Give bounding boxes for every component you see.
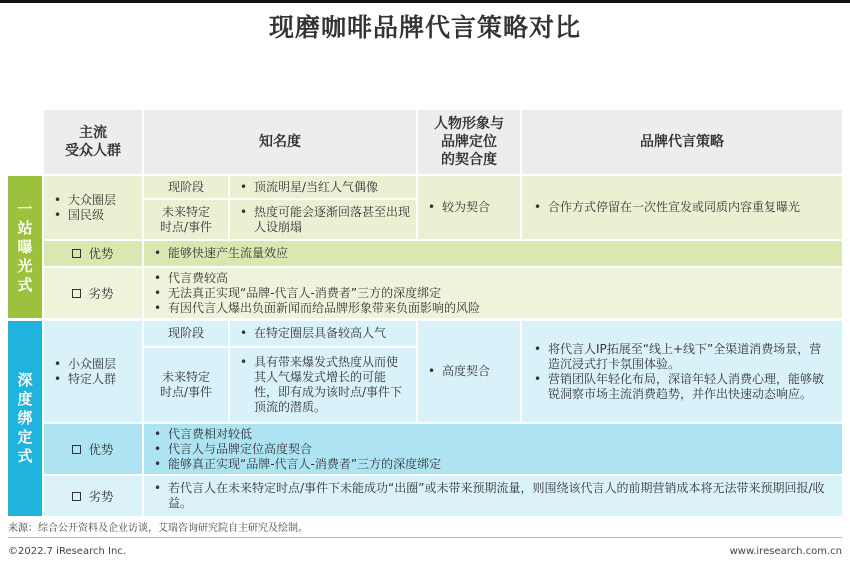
source-note: 来源：综合公开资料及企业访谈，艾瑞咨询研究院自主研究及绘制。 xyxy=(8,523,308,534)
section1-stage-future-label xyxy=(144,200,228,239)
section2-stage-now-label-text: 现阶段 xyxy=(167,326,204,340)
section2-disadvantage-label-text: 劣势 xyxy=(88,488,114,504)
section2-side-label xyxy=(8,321,42,516)
section2-audience-item: 小众圈层 xyxy=(68,356,117,371)
section1-advantage-item: 能够快速产生流量效应 xyxy=(168,246,289,260)
section1-advantages: • 能够快速产生流量效应 xyxy=(144,241,842,266)
section2-strategy-item: 营销团队年轻化布局，深谙年轻人消费心理，能够敏锐洞察市场主流消费趋势，并作出快速动态响应。 xyxy=(548,371,825,401)
section2-audience-item: 特定人群 xyxy=(68,371,117,386)
section2-stage-future-value-text: 具有带来爆发式热度从而使其人气爆发式增长的可能性，即有成为该时点/事件下顶流的潜质。 xyxy=(254,355,403,414)
section2-advantage-item: 代言人与品牌定位高度契合 xyxy=(168,441,313,456)
section2-strategy-item: 将代言人IP拓展至“线上+线下”全渠道消费场景，营造沉浸式打卡氛围体验。 xyxy=(548,341,822,371)
section2-advantages: • 代言费相对较低 • 代言人与品牌定位高度契合 • 能够真正实现“品牌-代言人-消费者”三方的深度绑定 xyxy=(144,424,842,474)
section1-disadvantage-label-text: 劣势 xyxy=(88,285,114,301)
section2-advantage-item: 代言费相对较低 xyxy=(168,426,253,441)
section2-disadvantages: • 若代言人在未来特定时点/事件下未能成功“出圈”或未带来预期流量，则围绕该代言人的前期营销成本将无法带来预期回报/收益。 xyxy=(144,476,842,516)
header-fit-text: 人物形象与 品牌定位 的契合度 xyxy=(434,116,504,168)
header-fame-text: 知名度 xyxy=(259,134,301,150)
section1-advantage-label-text: 优势 xyxy=(88,246,114,261)
section2-stage-future-value: • 具有带来爆发式热度从而使其人气爆发式增长的可能性，即有成为该时点/事件下顶流的潜质。 xyxy=(230,348,416,422)
section1-strategy-item: 合作方式停留在一次性宣发或同质内容重复曝光 xyxy=(548,200,801,214)
bottom-rule xyxy=(8,537,842,538)
section1-audience-item: 大众圈层 xyxy=(68,192,117,207)
section1-stage-future-label-text: 未来特定 时点/事件 xyxy=(159,204,213,234)
section2-advantage-label xyxy=(44,424,142,474)
section1-disadvantage-item: 无法真正实现“品牌-代言人-消费者”三方的深度绑定 xyxy=(168,285,442,300)
section2-stage-future-label xyxy=(144,348,228,422)
section1-stage-now-label xyxy=(144,176,228,198)
section1-side-text: 一 站 曝 光 式 xyxy=(17,199,33,294)
section1-disadvantages: • 代言费较高 • 无法真正实现“品牌-代言人-消费者”三方的深度绑定 • 有因代言人爆出负面新闻而给品牌形象带来负面影响的风险 xyxy=(144,268,842,318)
section2-disadvantage-item: 若代言人在未来特定时点/事件下未能成功“出圈”或未带来预期流量，则围绕该代言人的前期营销成本将无法带来预期回报/收益。 xyxy=(168,481,825,510)
header-fit xyxy=(418,110,520,174)
section2-stage-future-label-text: 未来特定 时点/事件 xyxy=(159,370,213,399)
checkbox-square-icon xyxy=(72,289,81,298)
section2-stage-now-label xyxy=(144,321,228,346)
section1-stage-now-value-text: 顶流明星/当红人气偶像 xyxy=(254,179,379,194)
checkbox-square-icon xyxy=(72,445,81,454)
section2-disadvantage-label xyxy=(44,476,142,516)
section2-side-text: 深 度 绑 定 式 xyxy=(17,371,33,465)
section2-fit: • 高度契合 xyxy=(418,321,520,422)
section1-stage-future-value: • 热度可能会逐渐回落甚至出现人设崩塌 xyxy=(230,200,416,239)
header-audience-text: 主流 受众人群 xyxy=(65,125,121,159)
header-strategy-text: 品牌代言策略 xyxy=(640,134,724,150)
copyright: ©2022.7 iResearch Inc. xyxy=(8,546,126,557)
section2-advantage-item: 能够真正实现“品牌-代言人-消费者”三方的深度绑定 xyxy=(168,456,442,471)
section2-stage-now-value: • 在特定圈层具备较高人气 xyxy=(230,321,416,346)
section1-strategy: • 合作方式停留在一次性宣发或同质内容重复曝光 xyxy=(522,176,842,239)
section1-side-label xyxy=(8,176,42,318)
checkbox-square-icon xyxy=(72,492,81,501)
section1-fit: • 较为契合 xyxy=(418,176,520,239)
website-url: www.iresearch.com.cn xyxy=(729,546,842,557)
section1-stage-now-label-text: 现阶段 xyxy=(167,179,204,194)
header-strategy xyxy=(522,110,842,174)
section1-disadvantage-label xyxy=(44,268,142,318)
checkbox-square-icon xyxy=(72,249,81,258)
top-rule xyxy=(0,0,850,3)
section1-stage-now-value: • 顶流明星/当红人气偶像 xyxy=(230,176,416,198)
section1-audience-item: 国民级 xyxy=(68,207,105,222)
section1-advantage-label xyxy=(44,241,142,266)
section1-audience: • 大众圈层 • 国民级 xyxy=(44,176,142,239)
section1-disadvantage-item: 代言费较高 xyxy=(168,270,229,285)
section1-fit-text: 较为契合 xyxy=(442,200,491,214)
section1-disadvantage-item: 有因代言人爆出负面新闻而给品牌形象带来负面影响的风险 xyxy=(168,300,481,315)
section2-audience: • 小众圈层 • 特定人群 xyxy=(44,321,142,422)
header-fame xyxy=(144,110,416,174)
header-audience xyxy=(44,110,142,174)
section2-advantage-label-text: 优势 xyxy=(88,441,114,457)
section1-stage-future-value-text: 热度可能会逐渐回落甚至出现人设崩塌 xyxy=(254,204,411,234)
section2-stage-now-value-text: 在特定圈层具备较高人气 xyxy=(254,326,387,340)
section2-strategy: • 将代言人IP拓展至“线上+线下”全渠道消费场景，营造沉浸式打卡氛围体验。 • 营销团队年轻化布局，深谙年轻人消费心理，能够敏锐洞察市场主流消费趋势，并作出快速动态响应。 xyxy=(522,321,842,422)
section2-fit-text: 高度契合 xyxy=(442,364,491,378)
page-title: 现磨咖啡品牌代言策略对比 xyxy=(268,13,581,42)
